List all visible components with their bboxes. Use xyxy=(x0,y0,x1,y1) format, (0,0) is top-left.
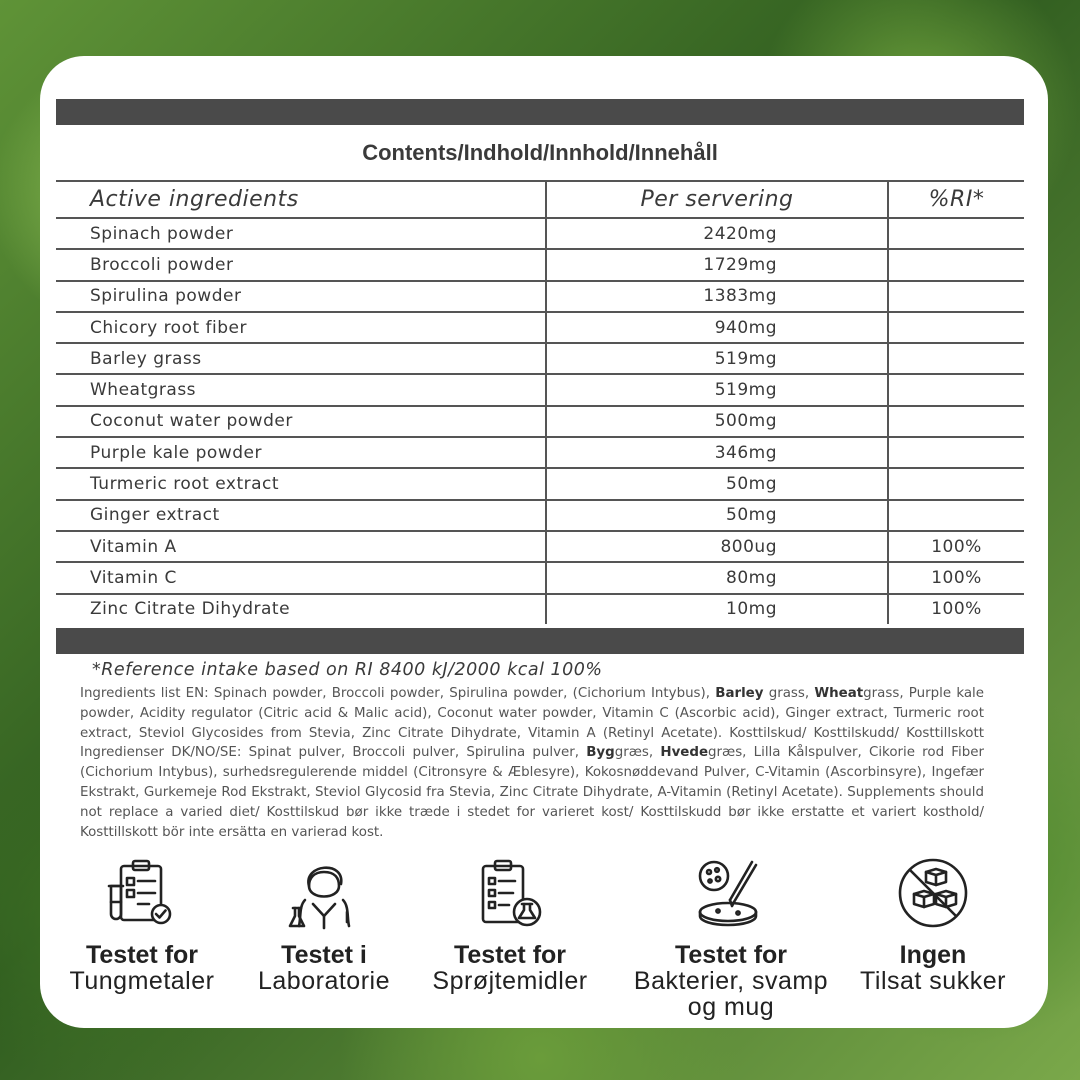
ingredient-name: Spinach powder xyxy=(56,218,546,249)
allergen-wheat: Wheat xyxy=(814,686,864,701)
badge-text: Bakterier, svamp xyxy=(633,967,829,995)
table-header-row xyxy=(56,181,1024,218)
badge-title: Testet for xyxy=(85,941,199,969)
table-row xyxy=(56,468,1024,499)
nutrition-table xyxy=(56,180,1024,624)
ingredient-amount: 1383mg xyxy=(546,281,888,312)
ingredient-ri: 100% xyxy=(888,562,1024,593)
badge-pesticides xyxy=(415,856,605,994)
ingredient-amount: 1729mg xyxy=(546,249,888,280)
ingredient-ri xyxy=(888,218,1024,249)
ingredient-name: Coconut water powder xyxy=(56,406,546,437)
ingredient-name: Zinc Citrate Dihydrate xyxy=(56,594,546,624)
no-sugar-cubes-icon xyxy=(896,856,970,930)
ingredient-amount: 519mg xyxy=(546,343,888,374)
ingredients-text: grass, Purple kale powder, Acidity regulator (Citric acid & Malic acid), Coconut water powder, Vitamin C (Ascorbic acid), Ginger extract, Turmeric root extract, Steviol Glycosides from Stevia, Zinc Citrate Dihydrate, Vitamin A (Retinyl Acetate). Kosttilskud/ Kosttilskudd/ Kosttillskott Ingredienser DK/NO/SE: Spinat pulver, Broccoli pulver, Spirulina pulver, xyxy=(80,686,984,761)
ingredient-name: Chicory root fiber xyxy=(56,312,546,343)
ingredient-amount: 346mg xyxy=(546,437,888,468)
ingredient-ri xyxy=(888,500,1024,531)
checklist-flask-icon xyxy=(473,856,547,930)
ingredient-ri xyxy=(888,281,1024,312)
ingredients-text: grass, xyxy=(763,686,815,701)
ingredient-name: Barley grass xyxy=(56,343,546,374)
ingredient-amount: 519mg xyxy=(546,374,888,405)
ingredient-name: Vitamin A xyxy=(56,531,546,562)
ingredient-amount: 2420mg xyxy=(546,218,888,249)
ingredient-amount: 10mg xyxy=(546,594,888,624)
table-row xyxy=(56,531,1024,562)
badge-text: Laboratorie xyxy=(258,967,390,995)
ingredient-name: Ginger extract xyxy=(56,500,546,531)
header-ingredient: Active ingredients xyxy=(56,181,546,218)
badge-laboratory xyxy=(229,856,419,994)
ingredient-name: Spirulina powder xyxy=(56,281,546,312)
lab-report-icon xyxy=(105,856,179,930)
ingredient-amount: 500mg xyxy=(546,406,888,437)
badge-bacteria xyxy=(616,856,846,1020)
ingredient-ri xyxy=(888,374,1024,405)
ingredient-amount: 80mg xyxy=(546,562,888,593)
ingredient-ri xyxy=(888,249,1024,280)
ingredient-name: Turmeric root extract xyxy=(56,468,546,499)
header-ri: %RI* xyxy=(888,181,1024,218)
badge-text-line2: og mug xyxy=(687,993,775,1021)
ingredient-name: Wheatgrass xyxy=(56,374,546,405)
petri-dish-icon xyxy=(694,856,768,930)
badge-title: Testet i xyxy=(281,941,367,969)
ingredient-amount: 50mg xyxy=(546,468,888,499)
badge-text: Tungmetaler xyxy=(69,967,215,995)
badge-title: Testet for xyxy=(674,941,788,969)
ingredient-ri xyxy=(888,437,1024,468)
ingredient-amount: 50mg xyxy=(546,500,888,531)
contents-title: Contents/Indhold/Innhold/Innehåll xyxy=(362,140,718,165)
ingredients-list xyxy=(80,684,984,842)
header-per-serving: Per servering xyxy=(546,181,888,218)
ingredient-name: Purple kale powder xyxy=(56,437,546,468)
ingredient-name: Vitamin C xyxy=(56,562,546,593)
badge-text: Tilsat sukker xyxy=(860,967,1006,995)
badge-text: Sprøjtemidler xyxy=(432,967,588,995)
ingredient-ri xyxy=(888,312,1024,343)
ingredients-text: græs, Lilla Kålspulver, Cikorie rod Fiber (Cichorium Intybus), surhedsregulerende middel (Citronsyre & Æblesyre), Kokosnøddevand Pulver, C-Vitamin (Ascorbinsyre), Ingefær Ekstrakt, Gurkemeje Rod Ekstrakt, Steviol Glycosid fra Stevia, Zinc Citrate Dihydrate, A-Vitamin (Retinyl Acetate). Supplements should not replace a varied diet/ Kosttilskud bør ikke træde i stedet for varieret kost/ Kosttilskudd bør ikke erstatte et variert kosthold/ Kosttillskott bör inte ersätta en varierad kost. xyxy=(80,745,984,840)
table-row xyxy=(56,562,1024,593)
table-row xyxy=(56,218,1024,249)
allergen-barley: Barley xyxy=(715,686,764,701)
reference-intake-note: *Reference intake based on RI 8400 kJ/2000 kcal 100% xyxy=(92,660,603,680)
allergen-hvede: Hvede xyxy=(660,745,709,761)
table-row xyxy=(56,281,1024,312)
table-row xyxy=(56,312,1024,343)
ingredients-text: Ingredients list EN: Spinach powder, Broccoli powder, Spirulina powder, (Cichorium Intybus), xyxy=(80,686,716,701)
table-row xyxy=(56,437,1024,468)
ingredient-ri: 100% xyxy=(888,594,1024,624)
badge-heavy-metals xyxy=(47,856,237,994)
footer-bar xyxy=(56,628,1024,654)
badge-no-sugar xyxy=(838,856,1028,994)
allergen-byg: Byg xyxy=(586,745,615,761)
ingredient-ri xyxy=(888,468,1024,499)
table-row xyxy=(56,500,1024,531)
badge-title: Testet for xyxy=(453,941,567,969)
ingredient-name: Broccoli powder xyxy=(56,249,546,280)
table-row xyxy=(56,374,1024,405)
badge-title: Ingen xyxy=(899,941,967,969)
table-row xyxy=(56,343,1024,374)
table-row xyxy=(56,594,1024,624)
ingredients-text: græs, xyxy=(614,745,661,761)
scientist-icon xyxy=(287,856,361,930)
header-bar xyxy=(56,99,1024,125)
ingredient-amount: 940mg xyxy=(546,312,888,343)
table-row xyxy=(56,406,1024,437)
ingredient-ri: 100% xyxy=(888,531,1024,562)
ingredient-amount: 800ug xyxy=(546,531,888,562)
ingredient-ri xyxy=(888,406,1024,437)
table-row xyxy=(56,249,1024,280)
ingredient-ri xyxy=(888,343,1024,374)
